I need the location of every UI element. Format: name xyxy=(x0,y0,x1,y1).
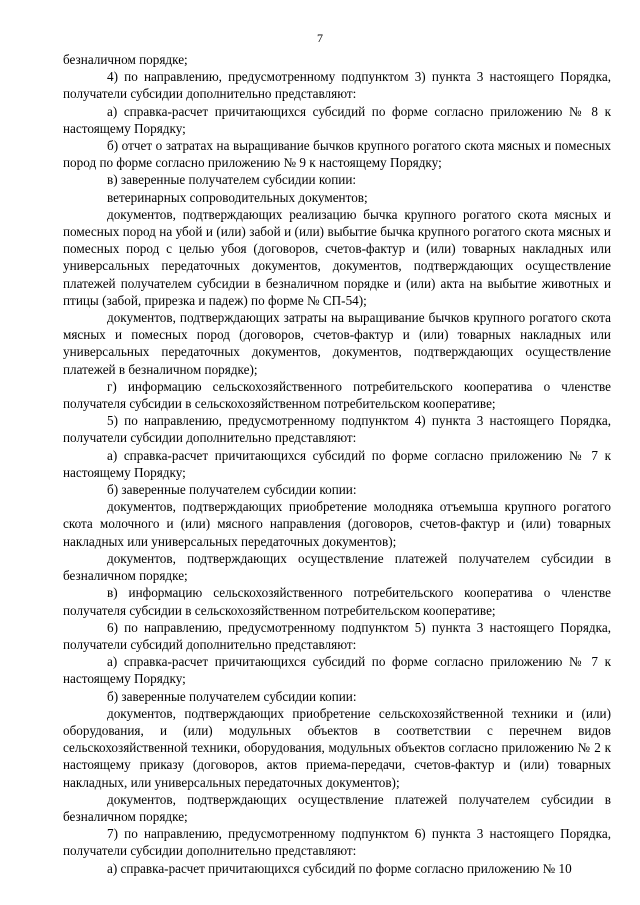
paragraph: б) заверенные получателем субсидии копии: xyxy=(107,482,357,498)
paragraph: документов, подтверждающих осуществление платежей получателем субсидии в безналичном порядке; xyxy=(63,791,611,824)
paragraph: а) справка-расчет причитающихся субсидий по форме согласно приложению № 10 xyxy=(107,860,572,876)
paragraph: а) справка-расчет причитающихся субсидий по форме согласно приложению № 7 к настоящему Порядку; xyxy=(63,654,611,687)
paragraph: в) заверенные получателем субсидии копии: xyxy=(107,172,357,188)
paragraph: 6) по направлению, предусмотренному подпунктом 5) пункта 3 настоящего Порядка, получатели субсидий дополнительно представляют: xyxy=(63,619,611,652)
paragraph: б) заверенные получателем субсидии копии: xyxy=(107,688,357,704)
paragraph: 7) по направлению, предусмотренному подпунктом 6) пункта 3 настоящего Порядка, получатели субсидии дополнительно представляют: xyxy=(63,826,611,859)
paragraph: 5) по направлению, предусмотренному подпунктом 4) пункта 3 настоящего Порядка, получатели субсидии дополнительно представляют: xyxy=(63,413,611,446)
paragraph: документов, подтверждающих приобретение молодняка отъемыша крупного рогатого скота молочного и (или) мясного направления (договоров, счетов-фактур и (или) товарных накладных или универсальных передаточных документов); xyxy=(63,499,611,549)
paragraph: а) справка-расчет причитающихся субсидий по форме согласно приложению № 8 к настоящему Порядку; xyxy=(63,103,611,136)
paragraph: ветеринарных сопроводительных документов; xyxy=(107,189,368,205)
paragraph: г) информацию сельскохозяйственного потребительского кооператива о членстве получателя субсидии в сельскохозяйственном потребительском кооперативе; xyxy=(63,378,611,412)
paragraph: документов, подтверждающих затраты на выращивание бычков крупного рогатого скота мясных и помесных пород (договоров, счетов-фактур и (или) товарных накладных или универсальных передаточных документов, документов, подтверждающих осуществление платежей в безналичном порядке); xyxy=(63,310,611,377)
paragraph: б) отчет о затратах на выращивание бычков крупного рогатого скота мясных и помесных пород по форме согласно приложению № 9 к настоящему Порядку; xyxy=(63,138,611,171)
paragraph: безналичном порядке; xyxy=(63,52,188,67)
paragraph: документов, подтверждающих реализацию бычка крупного рогатого скота мясных и помесных пород на убой и (или) забой и (или) выбытие бычка крупного рогатого скота мясных и помесных пород с целью убоя (договоров, счетов-фактур и (или) товарных накладных или универсальных передаточных документов, документов, подтверждающих осуществление платежей получателем субсидии в безналичном порядке и (или) акта на выбытие животных и птицы (забой, прирезка и падеж) по форме № СП-54); xyxy=(63,206,611,308)
page-number: 7 xyxy=(317,31,323,45)
document-body xyxy=(63,51,611,877)
paragraph: в) информацию сельскохозяйственного потребительского кооператива о членстве получателя субсидии в сельскохозяйственном потребительском кооперативе; xyxy=(63,585,611,618)
paragraph: документов, подтверждающих осуществление платежей получателем субсидии в безналичном порядке; xyxy=(63,550,611,584)
paragraph: а) справка-расчет причитающихся субсидий по форме согласно приложению № 7 к настоящему Порядку; xyxy=(63,447,611,480)
paragraph: документов, подтверждающих приобретение сельскохозяйственной техники и (или) оборудования, и (или) модульных объектов в соответствии с перечнем видов сельскохозяйственной техники, оборудования, модульных объектов согласно приложению № 2 к настоящему приказу (договоров, актов приема-передачи, счетов-фактур и (или) товарных накладных, или универсальных передаточных документов); xyxy=(63,705,611,790)
paragraph: 4) по направлению, предусмотренному подпунктом 3) пункта 3 настоящего Порядка, получатели субсидии дополнительно представляют: xyxy=(63,69,611,102)
